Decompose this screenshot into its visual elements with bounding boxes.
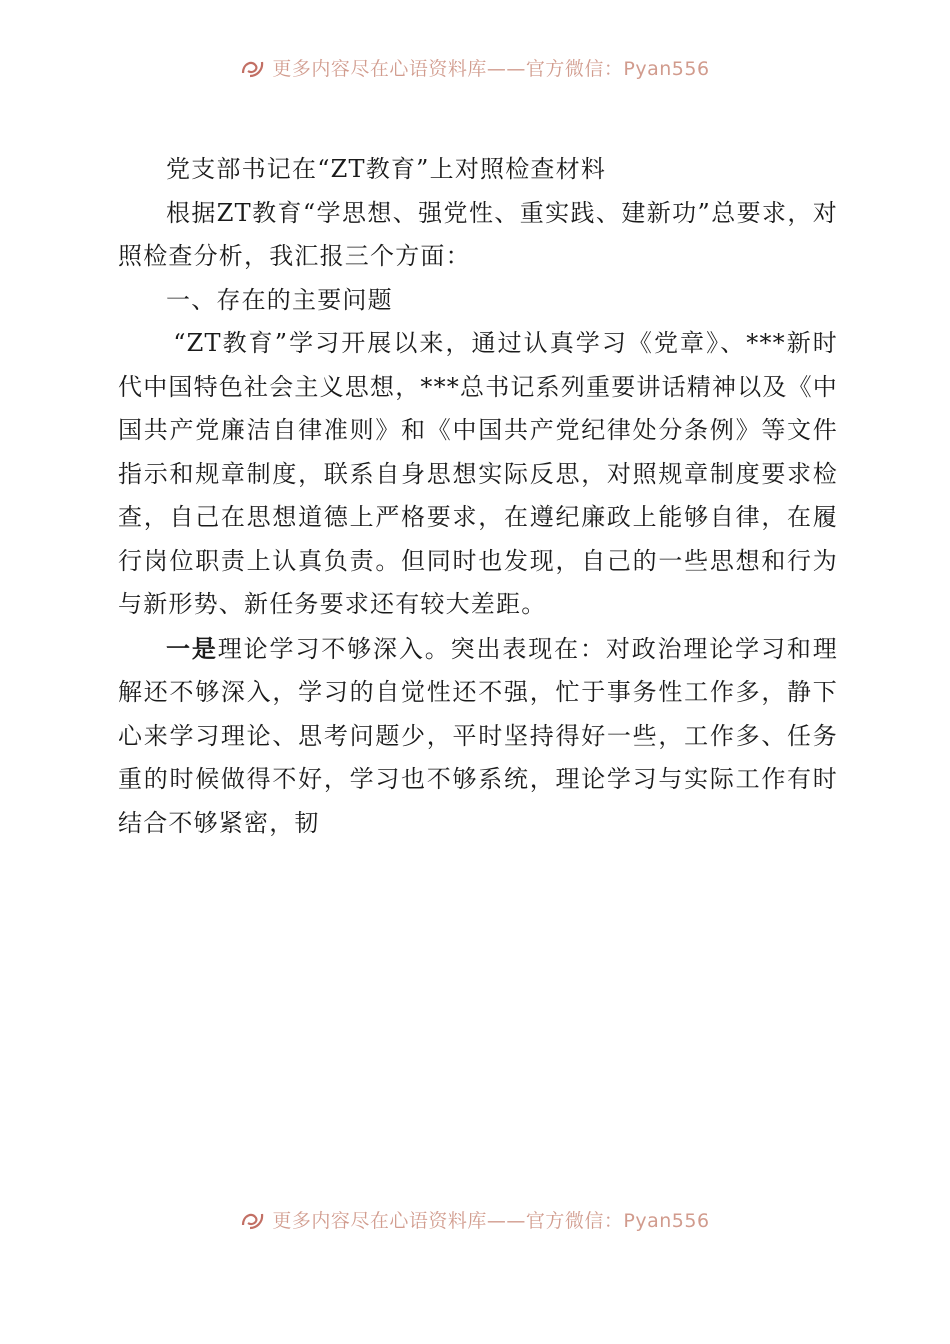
footer-watermark-text: 更多内容尽在心语资料库——官方微信：Pyan556	[272, 1210, 710, 1232]
logo-icon	[240, 57, 266, 79]
point-lead: 一是	[166, 633, 218, 663]
point-body: 理论学习不够深入。突出表现在：对政治理论学习和理解还不够深入，学习的自觉性还不强，忙于事务性工作多，静下心来学习理论、思考问题少，平时坚持得好一些，工作多、任务重的时候做得不好，学习也不够系统，理论学习与实际工作有时结合不够紧密，韧	[118, 634, 838, 837]
section-heading: 一、存在的主要问题	[166, 285, 393, 314]
intro-paragraph: 根据ZT教育“学思想、强党性、重实践、建新功”总要求，对照检查分析，我汇报三个方面：	[118, 198, 838, 270]
logo-icon	[240, 1209, 266, 1231]
point-paragraph	[118, 627, 838, 846]
document-body	[118, 148, 838, 845]
document-title: 党支部书记在“ZT教育”上对照检查材料	[166, 155, 607, 183]
footer-watermark	[0, 1206, 950, 1236]
header-watermark	[0, 54, 950, 84]
header-watermark-text: 更多内容尽在心语资料库——官方微信：Pyan556	[272, 58, 710, 80]
body-paragraph: “ZT教育”学习开展以来，通过认真学习《党章》、***新时代中国特色社会主义思想，***总书记系列重要讲话精神以及《中国共产党廉洁自律准则》和《中国共产党纪律处分条例》等文件指示和规章制度，联系自身思想实际反思，对照规章制度要求检查，自己在思想道德上严格要求，在遵纪廉政上能够自律，在履行岗位职责上认真负责。但同时也发现，自己的一些思想和行为与新形势、新任务要求还有较大差距。	[118, 329, 838, 618]
